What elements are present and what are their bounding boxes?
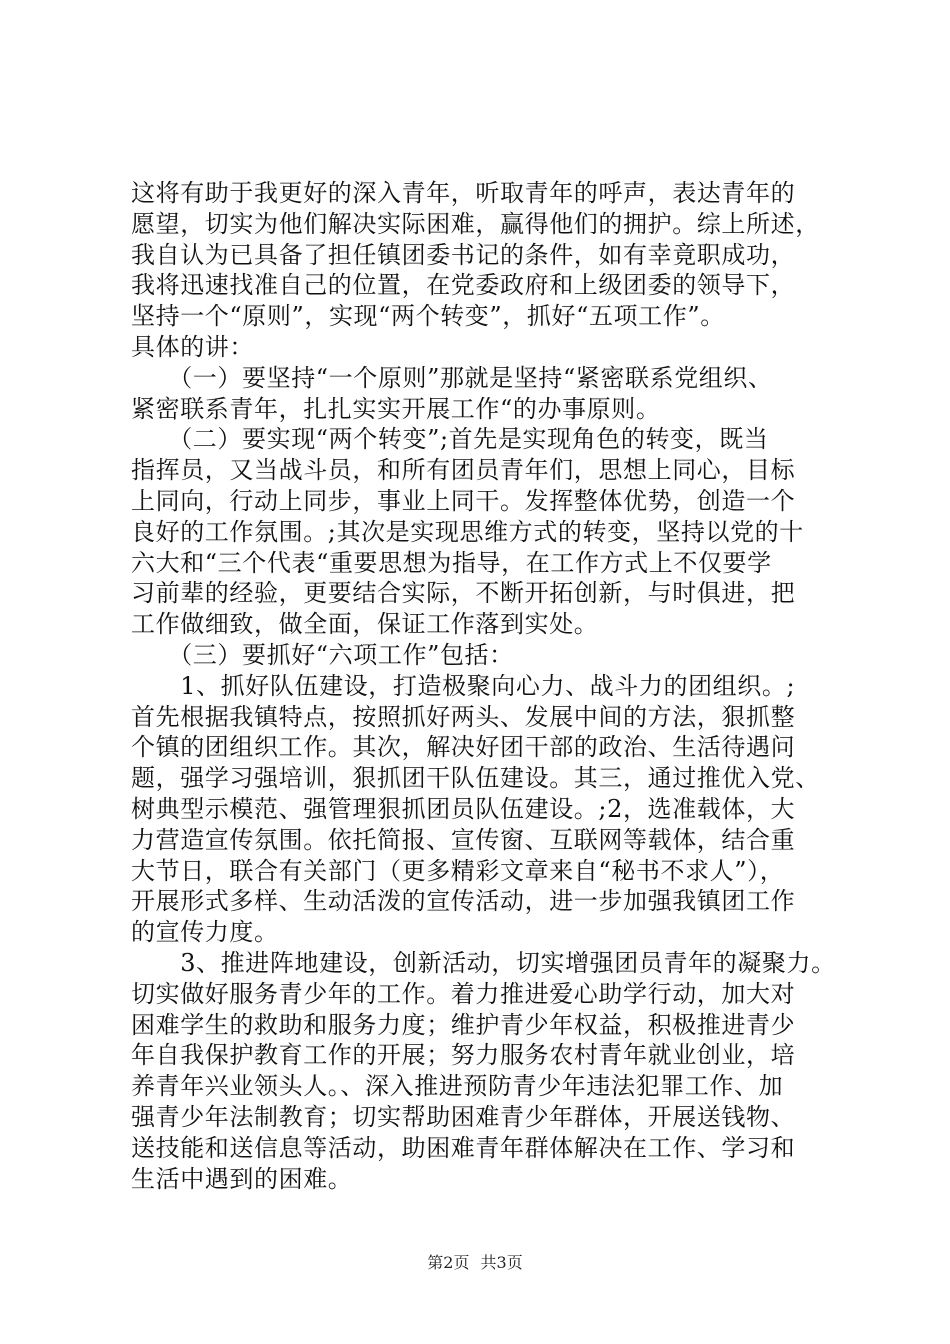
text-line: 1、抓好队伍建设，打造极聚向心力、战斗力的团组织。; [131, 671, 796, 700]
text-line: 3、推进阵地建设，创新活动，切实增强团员青年的凝聚力。 [131, 948, 836, 977]
text-line: 上同向，行动上同步，事业上同干。发挥整体优势，创造一个 [131, 486, 796, 515]
text-line: 养青年兴业领头人。、深入推进预防青少年违法犯罪工作、加 [131, 1072, 784, 1101]
text-line: 切实做好服务青少年的工作。着力推进爱心助学行动，加大对 [131, 979, 796, 1008]
text-line: 强青少年法制教育；切实帮助困难青少年群体，开展送钱物、 [131, 1102, 796, 1131]
body-text [131, 178, 836, 1194]
text-line: （三）要抓好“六项工作”包括： [131, 640, 514, 669]
text-line: 首先根据我镇特点，按照抓好两头、发展中间的方法，狠抓整 [131, 702, 796, 731]
text-line: 题，强学习强培训，狠抓团干队伍建设。其三，通过推优入党、 [131, 764, 820, 793]
page-footer [0, 1250, 950, 1273]
text-line: 这将有助于我更好的深入青年，听取青年的呼声，表达青年的 [131, 179, 796, 207]
text-line: 送技能和送信息等活动，助困难青年群体解决在工作、学习和 [131, 1133, 796, 1162]
text-line: 大节日，联合有关部门（更多精彩文章来自“秘书不求人”）， [131, 856, 785, 885]
text-line: 力营造宣传氛围。依托简报、宣传窗、互联网等载体，结合重 [131, 825, 796, 854]
text-line: 树典型示模范、强管理狠抓团员队伍建设。;2，选准载体，大 [131, 794, 796, 823]
page-number: 第2页 [427, 1253, 470, 1272]
text-line: （一）要坚持“一个原则”那就是坚持“紧密联系党组织、 [131, 363, 773, 392]
text-line: 坚持一个“原则”，实现“两个转变”，抓好“五项工作”。 [131, 302, 725, 331]
text-line: 指挥员，又当战斗员，和所有团员青年们，思想上同心，目标 [131, 456, 796, 485]
text-line: （二）要实现“两个转变”;首先是实现角色的转变，既当 [131, 425, 769, 454]
text-line: 愿望，切实为他们解决实际困难，赢得他们的拥护。综上所述， [131, 209, 820, 238]
text-line: 具体的讲： [131, 332, 254, 361]
text-line: 开展形式多样、生动活泼的宣传活动，进一步加强我镇团工作 [131, 887, 796, 916]
text-line: 六大和“三个代表“重要思想为指导，在工作方式上不仅要学 [131, 548, 772, 577]
text-line: 个镇的团组织工作。其次，解决好团干部的政治、生活待遇问 [131, 733, 796, 762]
text-line: 我将迅速找准自己的位置，在党委政府和上级团委的领导下， [131, 271, 796, 300]
text-line: 年自我保护教育工作的开展；努力服务农村青年就业创业，培 [131, 1041, 796, 1070]
text-line: 的宣传力度。 [131, 918, 279, 947]
text-line: 困难学生的救助和服务力度；维护青少年权益，积极推进青少 [131, 1010, 796, 1039]
text-line: 紧密联系青年，扎扎实实开展工作“的办事原则。 [131, 394, 661, 423]
text-line: 习前辈的经验，更要结合实际，不断开拓创新，与时俱进，把 [131, 579, 796, 608]
text-line: 我自认为已具备了担任镇团委书记的条件，如有幸竟职成功， [131, 240, 796, 269]
page-total: 共3页 [480, 1253, 523, 1272]
text-line: 生活中遇到的困难。 [131, 1164, 353, 1193]
text-line: 工作做细致，做全面，保证工作落到实处。 [131, 610, 599, 639]
text-line: 良好的工作氛围。;其次是实现思维方式的转变，坚持以党的十 [131, 517, 804, 546]
